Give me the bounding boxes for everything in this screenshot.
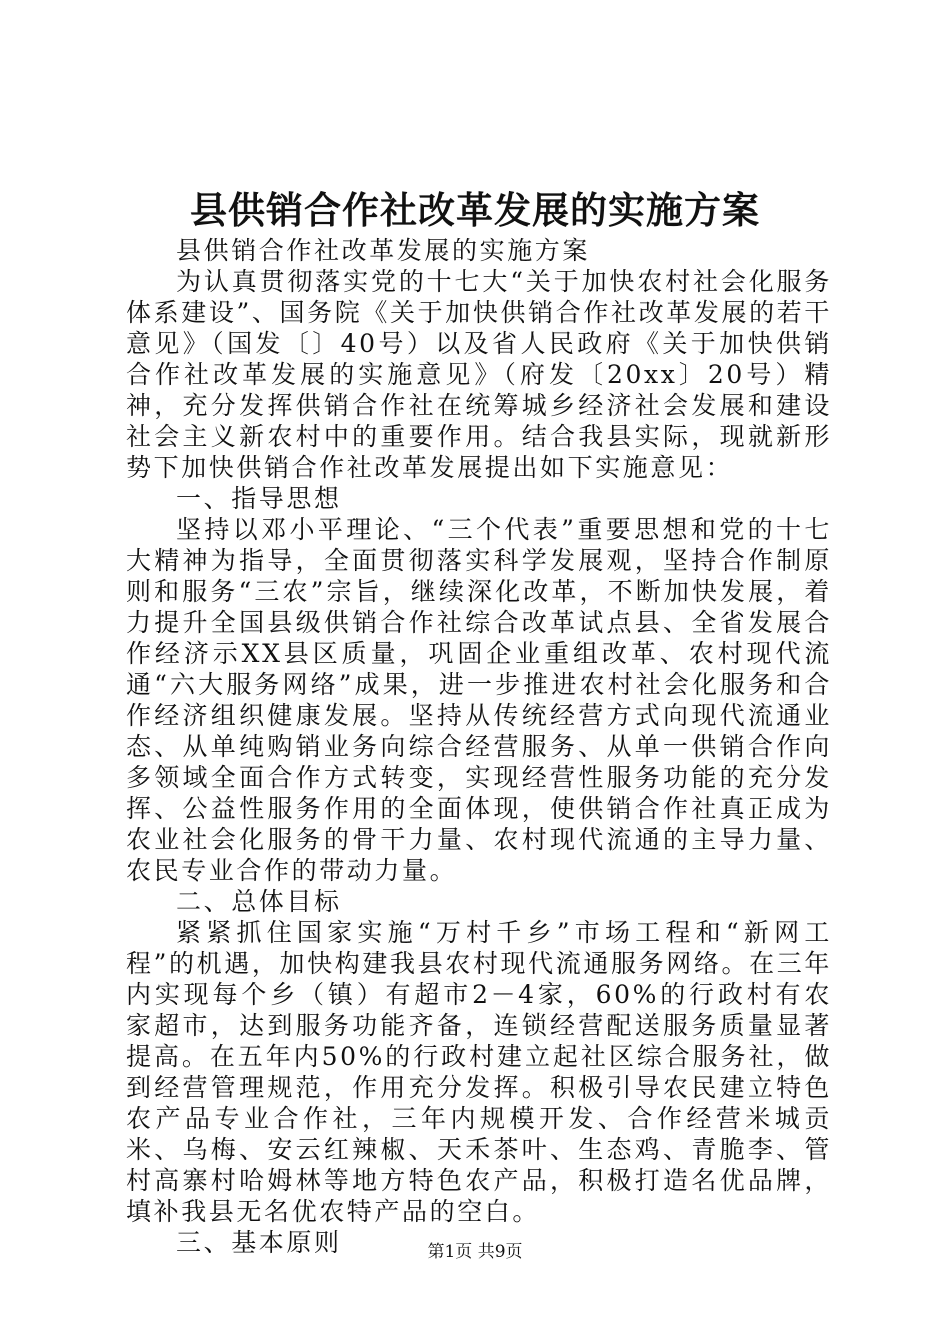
section-heading-basic-principles: 三、基本原则 xyxy=(176,1228,342,1257)
section-heading-overall-goal: 二、总体目标 xyxy=(176,887,342,916)
section-heading-guiding-thought: 一、指导思想 xyxy=(176,484,342,513)
page-number-footer: 第1页 共9页 xyxy=(427,1242,523,1262)
paragraph-overall-goal: 紧紧抓住国家实施“万村千乡”市场工程和“新网工程”的机遇，加快构建我县农村现代流通服务网络。在三年内实现每个乡（镇）有超市2－4家，60%的行政村有农家超市，达到服务功能齐备，连锁经营配送服务质量显著提高。在五年内50%的行政村建立起社区综合服务社，做到经营管理规范，作用充分发挥。积极引导农民建立特色农产品专业合作社，三年内规模开发、合作经营米城贡米、乌梅、安云红辣椒、天禾茶叶、生态鸡、青脆李、管村高寨村哈姆林等地方特色农产品，积极打造名优品牌，填补我县无名优农特产品的空白。 xyxy=(126,918,832,1226)
paragraph-intro: 为认真贯彻落实党的十七大“关于加快农村社会化服务体系建设”、国务院《关于加快供销合作社改革发展的若干意见》（国发〔〕40号）以及省人民政府《关于加快供销合作社改革发展的实施意见》（府发〔20xx〕20号）精神，充分发挥供销合作社在统筹城乡经济社会发展和建设社会主义新农村中的重要作用。结合我县实际，现就新形势下加快供销合作社改革发展提出如下实施意见： xyxy=(126,267,832,482)
paragraph-subtitle: 县供销合作社改革发展的实施方案 xyxy=(176,236,591,265)
document-title: 县供销合作社改革发展的实施方案 xyxy=(190,188,760,232)
document-body xyxy=(126,235,832,1258)
paragraph-guiding-thought: 坚持以邓小平理论、“三个代表”重要思想和党的十七大精神为指导，全面贯彻落实科学发展观，坚持合作制原则和服务“三农”宗旨，继续深化改革，不断加快发展，着力提升全国县级供销合作社综合改革试点县、全省发展合作经济示XX县区质量，巩固企业重组改革、农村现代流通“六大服务网络”成果，进一步推进农村社会化服务和合作经济组织健康发展。坚持从传统经营方式向现代流通业态、从单纯购销业务向综合经营服务、从单一供销合作向多领域全面合作方式转变，实现经营性服务功能的充分发挥、公益性服务作用的全面体现，使供销合作社真正成为农业社会化服务的骨干力量、农村现代流通的主导力量、农民专业合作的带动力量。 xyxy=(126,515,832,885)
